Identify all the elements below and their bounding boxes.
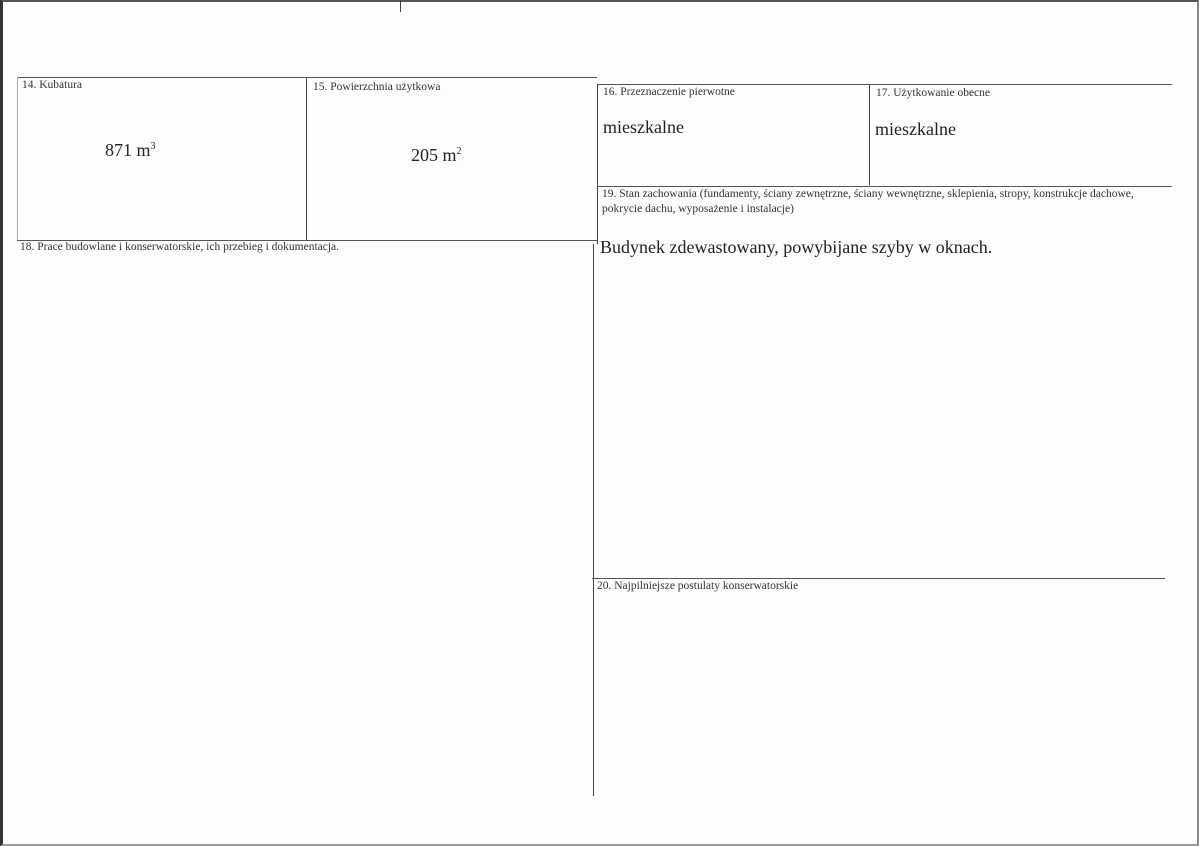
divider (592, 578, 1165, 579)
divider (306, 77, 307, 240)
przeznaczenie-label: 16. Przeznaczenie pierwotne (603, 86, 735, 98)
uzytkowanie-value: mieszkalne (875, 119, 956, 139)
powierzchnia-number: 205 m (411, 145, 457, 165)
kubatura-number: 871 m (105, 140, 151, 160)
kubatura-label: 14. Kubatura (22, 79, 83, 91)
powierzchnia-value (411, 145, 462, 166)
stan-value: Budynek zdewastowany, powybijane szyby w oknach. (600, 237, 993, 257)
divider (400, 0, 401, 12)
postulaty-label: 20. Najpilniejsze postulaty konserwatorskie (597, 580, 799, 592)
uzytkowanie-label: 17. Użytkowanie obecne (876, 87, 991, 99)
powierzchnia-exponent: 2 (456, 146, 462, 157)
divider (597, 84, 1172, 85)
kubatura-exponent: 3 (150, 141, 156, 152)
przeznaczenie-value: mieszkalne (603, 117, 684, 137)
divider (593, 244, 594, 796)
divider (17, 77, 18, 240)
divider (597, 84, 598, 244)
prace-label: 18. Prace budowlane i konserwatorskie, ich przebieg i dokumentacja. (20, 241, 340, 253)
divider (17, 77, 597, 78)
stan-label: 19. Stan zachowania (fundamenty, ściany zewnętrzne, ściany wewnętrzne, sklepienia, stropy, konstrukcje dachowe, pokrycie dachu, wyposażenie i instalacje) (602, 188, 1134, 215)
kubatura-value (105, 140, 156, 161)
powierzchnia-label: 15. Powierzchnia użytkowa (313, 81, 441, 93)
divider (869, 84, 870, 185)
